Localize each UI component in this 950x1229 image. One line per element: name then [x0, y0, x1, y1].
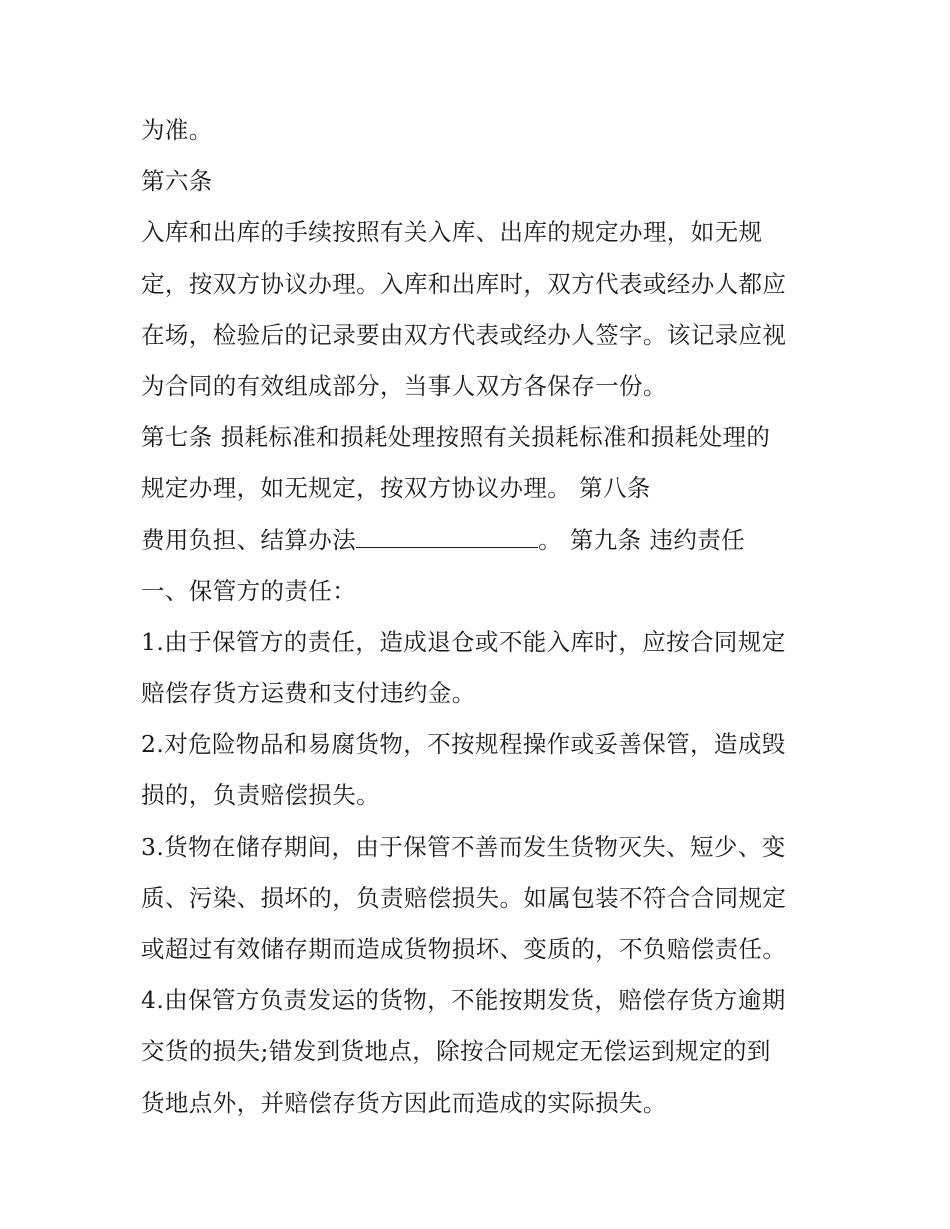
text-line: 在场，检验后的记录要由双方代表或经办人签字。该记录应视	[141, 320, 787, 349]
article-9-heading: 。 第九条 违约责任	[538, 525, 746, 554]
text-line: 3.货物在储存期间，由于保管不善而发生货物灭失、短少、变	[141, 832, 786, 861]
text-line: 赔偿存货方运费和支付违约金。	[141, 679, 476, 708]
text-line: 1.由于保管方的责任，造成退仓或不能入库时，应按合同规定	[141, 627, 786, 656]
text-line: 货地点外，并赔偿存货方因此而造成的实际损失。	[141, 1088, 667, 1117]
text-line: 质、污染、损坏的，负责赔偿损失。如属包装不符合合同规定	[141, 883, 787, 912]
section-heading-article-6: 第六条	[141, 167, 213, 196]
text-line: 4.由保管方负责发运的货物，不能按期发货，赔偿存货方逾期	[141, 986, 786, 1015]
fee-settlement-label: 费用负担、结算办法	[141, 525, 357, 554]
subsection-heading: 一、保管方的责任：	[141, 576, 357, 605]
contract-text	[141, 105, 821, 1129]
text-line: 2.对危险物品和易腐货物，不按规程操作或妥善保管，造成毁	[141, 730, 786, 759]
text-line: 为准。	[141, 116, 213, 144]
text-line: 入库和出库的手续按照有关入库、出库的规定办理，如无规	[141, 218, 763, 247]
text-line: 规定办理，如无规定，按双方协议办理。 第八条	[141, 474, 651, 503]
text-line: 损的，负责赔偿损失。	[141, 781, 380, 810]
text-line: 交货的损失;错发到货地点，除按合同规定无偿运到规定的到	[141, 1037, 771, 1066]
text-line: 定，按双方协议办理。入库和出库时，双方代表或经办人都应	[141, 269, 787, 298]
text-line: 或超过有效储存期而造成货物损坏、变质的，不负赔偿责任。	[141, 935, 787, 963]
text-line-article-7: 第七条 损耗标准和损耗处理按照有关损耗标准和损耗处理的	[141, 423, 771, 452]
text-line: 为合同的有效组成部分，当事人双方各保存一份。	[141, 371, 667, 400]
text-line-fee-settlement	[141, 515, 821, 566]
fill-in-blank	[356, 529, 538, 548]
